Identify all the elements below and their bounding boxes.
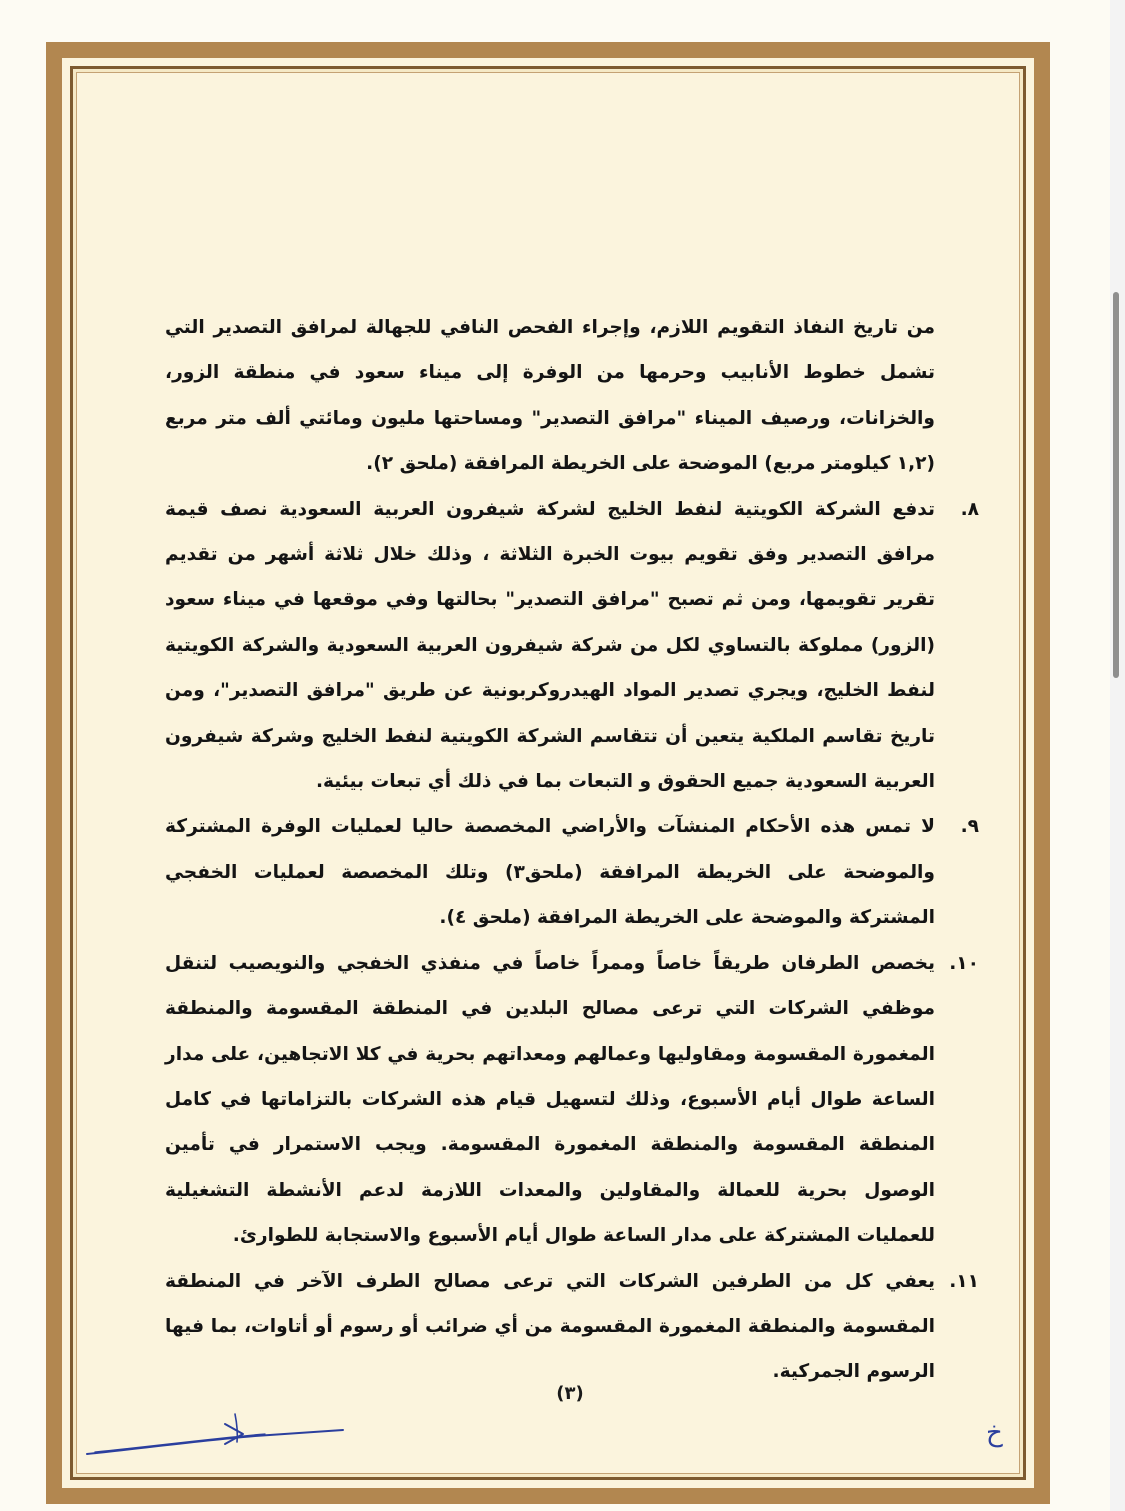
clause-number: ٨. [960, 498, 979, 520]
clause-text: لا تمس هذه الأحكام المنشآت والأراضي المخصصة حاليا لعمليات الوفرة المشتركة والموضحة على الخريطة المرافقة (ملحق٣) وتلك المخصصة لعمليات الخفجي المشتركة والموضحة على الخريطة المرافقة (ملحق ٤). [165, 816, 935, 929]
signature-mark [85, 1410, 355, 1460]
document-body [165, 305, 979, 1395]
clause-number: ٩. [960, 816, 979, 838]
clause-8 [165, 487, 979, 805]
clause-number: ١١. [949, 1270, 979, 1292]
handwritten-initial: خ [986, 1418, 1003, 1448]
scrollbar-thumb[interactable] [1113, 292, 1119, 678]
intro-paragraph: من تاريخ النفاذ التقويم اللازم، وإجراء الفحص النافي للجهالة لمرافق التصدير التي تشمل خطوط الأنابيب وحرمها من الوفرة إلى ميناء سعود في منطقة الزور، والخزانات، ورصيف الميناء "مرافق التصدير" ومساحتها مليون ومائتي ألف متر مربع (١,٢ كيلومتر مربع) الموضحة على الخريطة المرافقة (ملحق ٢). [165, 317, 935, 475]
clause-text: يخصص الطرفان طريقاً خاصاً وممراً خاصاً في منفذي الخفجي والنويصيب لتنقل موظفي الشركات التي ترعى مصالح البلدين في المنطقة المقسومة والمنطقة المغمورة المقسومة ومقاوليها وعمالهم ومعداتهم بحرية في كلا الاتجاهين، على مدار الساعة طوال أيام الأسبوع، وذلك لتسهيل قيام هذه الشركات بالتزاماتها في كامل المنطقة المقسومة والمنطقة المغمورة المقسومة. ويجب الاستمرار في تأمين الوصول بحرية للعمالة والمقاولين والمعدات اللازمة لدعم الأنشطة التشغيلية للعمليات المشتركة على مدار الساعة طوال أيام الأسبوع والاستجابة للطوارئ. [165, 952, 935, 1247]
clause-9 [165, 804, 979, 940]
clause-text: تدفع الشركة الكويتية لنفط الخليج لشركة شيفرون العربية السعودية نصف قيمة مرافق التصدير وفق تقويم بيوت الخبرة الثلاثة ، وذلك خلال ثلاثة أشهر من تقديم تقرير تقويمها، ومن ثم تصبح "مرافق التصدير" بحالتها وفي موقعها في ميناء سعود (الزور) مملوكة بالتساوي لكل من شركة شيفرون العربية السعودية والشركة الكويتية لنفط الخليج، ويجري تصدير المواد الهيدروكربونية عن طريق "مرافق التصدير"، ومن تاريخ تقاسم الملكية يتعين أن تتقاسم الشركة الكويتية لنفط الخليج وشركة شيفرون العربية السعودية جميع الحقوق و التبعات بما في ذلك أي تبعات بيئية. [165, 498, 935, 793]
page-number: (٣) [556, 1383, 584, 1404]
clause-text: يعفي كل من الطرفين الشركات التي ترعى مصالح الطرف الآخر في المنطقة المقسومة والمنطقة المغمورة المقسومة من أي ضرائب أو رسوم أو أتاوات، بما فيها الرسوم الجمركية. [165, 1270, 935, 1383]
scrollbar[interactable] [1110, 0, 1125, 1511]
clause-number: ١٠. [949, 952, 979, 974]
clause-10 [165, 941, 979, 1259]
clause-11 [165, 1259, 979, 1395]
